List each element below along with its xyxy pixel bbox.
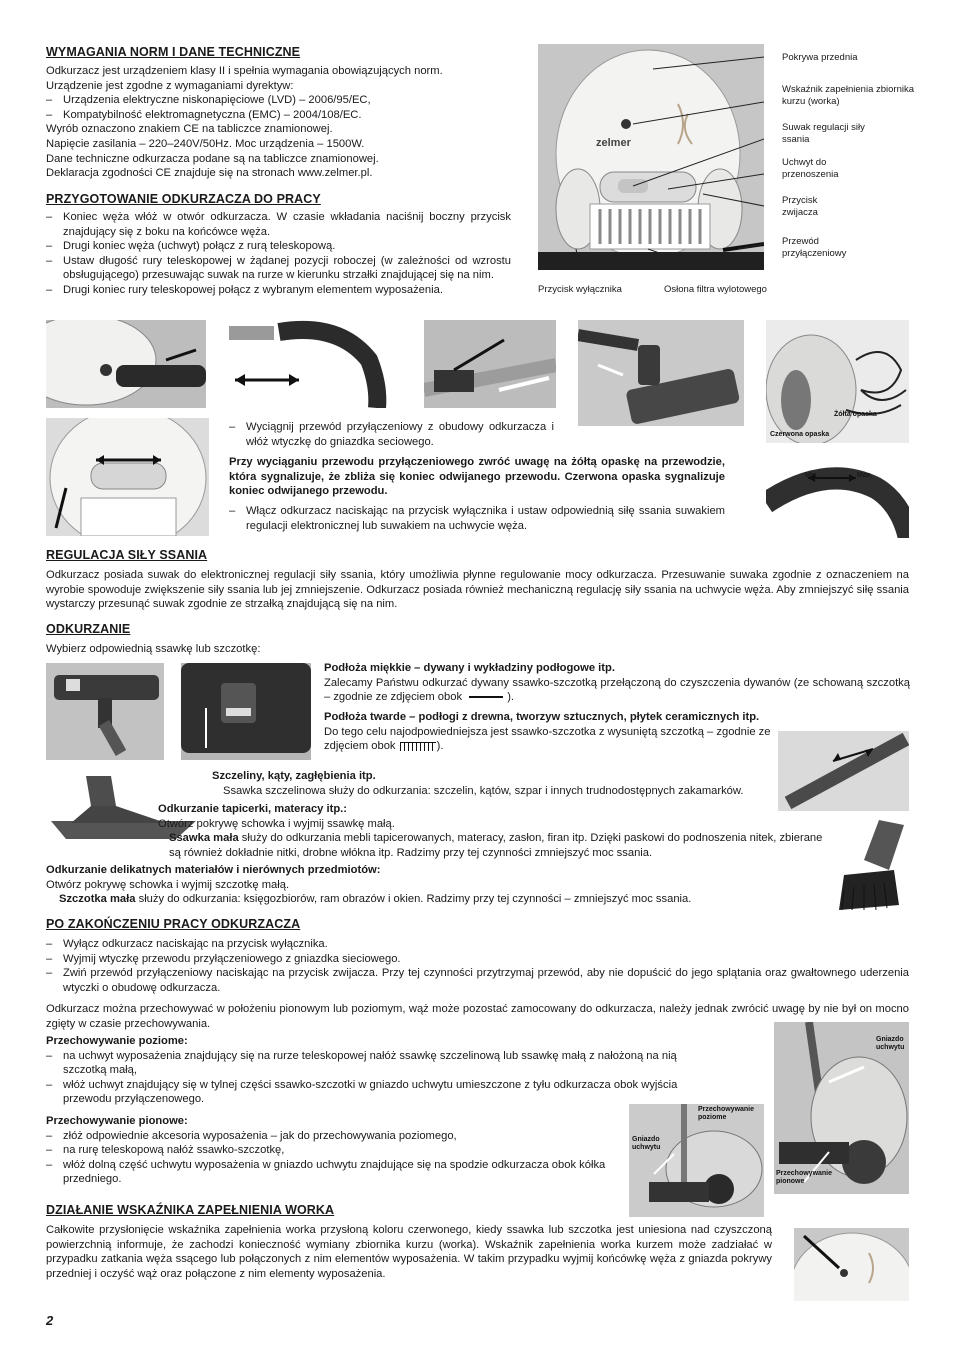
list-item: – Wyciągnij przewód przyłączeniowy z obudowy odkurzacza i włóż wtyczkę do gniazdka seciowego. xyxy=(229,420,554,449)
brush-retracted-icon xyxy=(469,696,503,698)
photo-indicator xyxy=(794,1228,909,1301)
label-min: Min. xyxy=(805,472,819,479)
label-horizontal-storage: Przechowywanie poziome xyxy=(698,1106,755,1121)
list-item: – Urządzenia elektryczne niskonapięciowe (LVD) – 2006/95/EC, xyxy=(46,93,516,108)
list-item: – Kompatybilność elektromagnetyczna (EMC) – 2004/108/EC. xyxy=(46,108,516,123)
list-item: – włóż dolną część uchwytu wyposażenia w gniazdo uchwytu znajdujące się na spodzie odkurzacza obok kółka przedniego. xyxy=(46,1158,614,1187)
cord-warning-note: Przy wyciąganiu przewodu przyłączeniowego zwróć uwagę na żółtą opaskę na przewodzie, która sygnalizuje, że zbliża się koniec odwijanego przewodu. Czerwona opaska sygnalizuje koniec odwijanego przewodu. xyxy=(229,456,725,498)
section-title-indicator: DZIAŁANIE WSKAŹNIKA ZAPEŁNIENIA WORKA xyxy=(46,1203,335,1217)
section-title-standards: WYMAGANIA NORM I DANE TECHNICZNE xyxy=(46,45,301,59)
list-item: – złóż odpowiednie akcesoria wyposażenia – jak do przechowywania poziomego, xyxy=(46,1129,614,1144)
list-item: – Wyjmij wtyczkę przewodu przyłączeniowego z gniazdka sieciowego. xyxy=(46,952,909,967)
after-work-list xyxy=(46,937,909,995)
label-vertical-storage: Przechowywanie pionowe xyxy=(776,1170,833,1185)
upholstery-block: Odkurzanie tapicerki, materacy itp.: Otwórz pokrywę schowka i wyjmij ssawkę małą. Ssawka mała służy do odkurzania mebli tapicerowanych, materacy, zasłon, firan itp. Dzięki paskowi do podnoszenia nitek, zbierane są również dokładnie nitki, drobne włókna itp. Radzimy przy tej czynności zmniejszyć moc ssania. xyxy=(158,803,823,859)
label-exhaust-filter: Osłona filtra wylotowego xyxy=(664,284,767,295)
label-max: Max. xyxy=(857,472,873,479)
soft-floors-block: Podłoża miękkie – dywany i wykładziny podłogowe itp. Zalecamy Państwu odkurzać dywany ssawko-szczotką przełączoną do czyszczenia dywanów (ze schowaną szczotką – zgodnie ze zdjęciem obok ). xyxy=(324,662,910,704)
section-title-suction: REGULACJA SIŁY SSANIA xyxy=(46,548,208,562)
list-item: – włóż uchwyt znajdujący się w tylnej części ssawko-szczotki w gniazdo uchwytu umieszczone z tyłu odkurzacza obok wyjścia przewodu przyłączenowego. xyxy=(46,1078,711,1107)
power-list xyxy=(229,504,725,533)
label-handle-socket: Gniazdo uchwytu xyxy=(632,1136,661,1151)
label-yellow-band: Żółta opaska xyxy=(834,411,877,418)
label-handle-socket-vertical: Gniazdo uchwytu xyxy=(876,1036,905,1051)
list-item: – na rurę teleskopową nałóż ssawko-szczotkę, xyxy=(46,1143,614,1158)
list-item: – Ustaw długość rury teleskopowej w żądanej pozycji roboczej (w zależności od wzrostu obsługującego) przesuwając suwak na rurze w kierunku strzałki znajdującej się na nim. xyxy=(46,254,511,283)
vacuuming-intro: Wybierz odpowiednią ssawkę lub szczotkę: xyxy=(46,643,261,655)
section-title-vacuuming: ODKURZANIE xyxy=(46,622,131,636)
photo-power-cord xyxy=(766,320,909,443)
photo-floor-brush-carpet xyxy=(46,663,164,760)
photo-vacuum-top xyxy=(46,418,209,536)
photo-hose-handle xyxy=(229,320,401,408)
photo-telescopic-tube xyxy=(424,320,556,408)
delicate-block: Odkurzanie delikatnych materiałów i nierównych przedmiotów: Otwórz pokrywę schowka i wyjmij szczotkę małą. Szczotka mała służy do odkurzania: księgozbiorów, ram obrazów i okien. Radzimy przy tej czynności – zmniejszyć moc ssania. xyxy=(46,864,692,906)
crevice-block: Szczeliny, kąty, zagłębienia itp. Ssawka szczelinowa służy do odkurzania: szczelin, kątów, szpar i innych trudnodostępnych zakamarków. xyxy=(212,770,744,797)
list-item: – Zwiń przewód przyłączeniowy naciskając na przycisk zwijacza. Przy tej czynności przytrzymaj przewód, aby nie dopuścić do jego splątania oraz gwałtownego uderzenia wtyczki o obudowę odkurzacza. xyxy=(46,966,909,995)
storage-text: Odkurzacz można przechowywać w położeniu pionowym lub poziomym, wąż może pozostać zamocowany do odkurzacza, należy jednak zwrócić uwagę by nie był on mocno zgięty w czasie przechowywania. xyxy=(46,1003,909,1030)
cord-list xyxy=(229,420,554,449)
vacuum-diagram-photo xyxy=(538,44,764,270)
list-item: – Włącz odkurzacz naciskając na przycisk wyłącznika i ustaw odpowiednią siłę ssania suwakiem regulacji elektronicznej lub suwakiem na uchwycie węża. xyxy=(229,504,725,533)
label-rewind-button: Przycisk zwijacza xyxy=(782,195,818,218)
photo-crevice-nozzle xyxy=(778,731,909,811)
page-number: 2 xyxy=(46,1313,54,1328)
list-item: – Koniec węża włóż w otwór odkurzacza. W czasie wkładania naciśnij boczny przycisk znajdujący się z boku na końcówce węża. xyxy=(46,210,511,239)
photo-small-brush xyxy=(834,815,909,910)
hard-floors-block: Podłoża twarde – podłogi z drewna, tworzyw sztucznych, płytek ceramicznych itp. Do tego celu najodpowiedniejsza jest ssawko-szczotka z wysuniętą szczotką – zgodnie ze zdjęciem obok ). xyxy=(324,711,771,753)
vertical-storage-block: Przechowywanie pionowe: – złóż odpowiednie akcesoria wyposażenia – jak do przechowywania poziomego, – na rurę teleskopową nałóż ssawko-szczotkę, – włóż dolną część uchwytu wyposażenia w gniazdo uchwytu znajdujące się na spodzie odkurzacza obok kółka przedniego. xyxy=(46,1114,614,1187)
section-title-after-work: PO ZAKOŃCZENIU PRACY ODKURZACZA xyxy=(46,917,301,931)
suction-text: Odkurzacz posiada suwak do elektronicznej regulacji siły ssania, który umożliwia płynne regulowanie mocy odkurzacza. Przesuwanie suwaka zgodnie z oznaczeniem na wyrobie spowoduje zwiększenie siły ssania lub jej zmniejszenie. Odkurzacz posiada również mechaniczną regulację siły ssania na uchwycie węża. Aby zmniejszyć siłę ssania wystarczy przesunąć suwak zgodnie ze strzałką znajdującą się na nim. xyxy=(46,569,909,611)
horizontal-storage-block: Przechowywanie poziome: – na uchwyt wyposażenia znajdujący się na rurze teleskopowej nałóż ssawkę szczelinową lub ssawkę małą z nałożoną na nią szczotką małą, – włóż uchwyt znajdujący się w tylnej części ssawko-szczotki w gniazdo uchwytu umieszczone z tyłu odkurzacza obok wyjścia przewodu przyłączenowego. xyxy=(46,1034,711,1107)
label-power-switch: Przycisk wyłącznika xyxy=(538,284,622,295)
label-power-cord: Przewód przyłączeniowy xyxy=(782,236,847,259)
section-title-preparation: PRZYGOTOWANIE ODKURZACZA DO PRACY xyxy=(46,192,321,206)
list-item: – na uchwyt wyposażenia znajdujący się na rurze teleskopowej nałóż ssawkę szczelinową lub ssawkę małą z nałożoną na nią szczotką małą, xyxy=(46,1049,711,1078)
list-item: – Drugi koniec węża (uchwyt) połącz z rurą teleskopową. xyxy=(46,239,511,254)
label-dust-indicator: Wskaźnik zapełnienia zbiornika kurzu (worka) xyxy=(782,84,915,107)
photo-floor-nozzle xyxy=(578,320,744,426)
indicator-text: Całkowite przysłonięcie wskaźnika zapełnienia worka przysłoną koloru czerwonego, kiedy ssawka lub szczotka jest uniesiona nad czyszczoną powierzchnią informuje, że zachodzi konieczność wymiany zbiornika kurzu (worka). Wskaźnik zapełnienia worka kurzem może zadziałać w przypadku zatkania węża ssącego lub połączonych z nim elementów wyposażenia. W takim przypadku wyjmij końcówkę węża z gniazda pokrywy przedniej i oczyść wąż oraz połączone z nim elementy wyposażenia. xyxy=(46,1224,772,1280)
label-front-cover: Pokrywa przednia xyxy=(782,52,858,63)
list-item: – Drugi koniec rury teleskopowej połącz z wybranym elementem wyposażenia. xyxy=(46,283,511,298)
photo-hose-regulator xyxy=(766,458,909,538)
photo-floor-brush-switch xyxy=(181,663,311,760)
preparation-list xyxy=(46,210,511,298)
brand-logo: zelmer xyxy=(596,137,631,149)
list-item: – Wyłącz odkurzacz naciskając na przycisk wyłącznika. xyxy=(46,937,909,952)
photo-hose-insert xyxy=(46,320,206,408)
brush-extended-icon xyxy=(400,742,436,751)
label-suction-slider: Suwak regulacji siły ssania xyxy=(782,122,865,145)
label-red-band: Czerwona opaska xyxy=(770,431,830,438)
label-carry-handle: Uchwyt do przenoszenia xyxy=(782,157,839,180)
standards-text: Odkurzacz jest urządzeniem klasy II i spełnia wymagania obowiązujących norm. Urządzenie jest zgodne z wymaganiami dyrektyw: – Urządzenia elektryczne niskonapięciowe (LVD) – 2006/95/EC, – Kompatybilność elektromagnetyczna (EMC) – 2004/108/EC. Wyrób oznaczono znakiem CE na tabliczce znamionowej. Napięcie zasilania – 220–240V/50Hz. Moc urządzenia – 1500W. Dane techniczne odkurzacza podane są na tabliczce znamionowej. Deklaracja zgodności CE znajduje się na stronach www.zelmer.pl. xyxy=(46,64,516,181)
